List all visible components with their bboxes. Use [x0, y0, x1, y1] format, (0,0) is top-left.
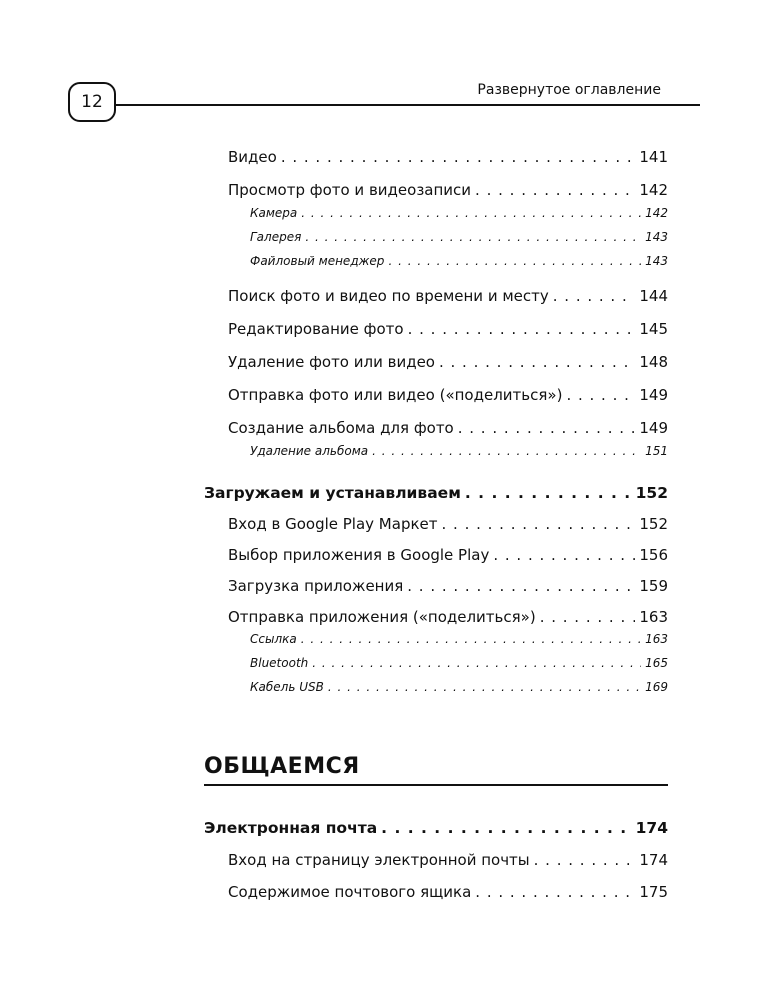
toc-entry-title: Удаление альбома [250, 444, 369, 458]
toc-entry-title: Выбор приложения в Google Play [228, 546, 490, 564]
toc-leader-dots [388, 254, 641, 268]
toc-entry-page: 144 [639, 287, 668, 305]
toc-entry-title: Поиск фото и видео по времени и месту [228, 287, 549, 305]
toc-leader-dots [475, 181, 635, 199]
toc-entry [228, 883, 668, 901]
toc-leader-dots [566, 386, 635, 404]
toc-entry-title: Просмотр фото и видеозаписи [228, 181, 472, 199]
toc-leader-dots [372, 444, 641, 458]
toc-leader-dots [540, 608, 636, 626]
toc-entry [250, 230, 668, 244]
toc-entry [228, 181, 668, 199]
toc-entry [228, 419, 668, 437]
toc-entry-page: 174 [635, 819, 668, 837]
toc-leader-dots [381, 819, 631, 837]
toc-entry-title: Вход на страницу электронной почты [228, 851, 530, 869]
toc-entry [228, 386, 668, 404]
toc-entry-page: 149 [639, 419, 668, 437]
section-title: ОБЩАЕМСЯ [204, 754, 360, 779]
toc-entry-page: 148 [639, 353, 668, 371]
toc-entry-title: Видео [228, 148, 277, 166]
toc-entry [228, 851, 668, 869]
toc-entry-page: 152 [635, 484, 668, 502]
toc-leader-dots [312, 656, 641, 670]
toc-entry [228, 287, 668, 305]
toc-entry-title: Вход в Google Play Маркет [228, 515, 438, 533]
toc-entry-page: 165 [645, 656, 668, 670]
toc-entry [228, 353, 668, 371]
toc-entry [228, 608, 668, 626]
toc-entry-title: Кабель USB [250, 680, 324, 694]
toc-entry [250, 254, 668, 268]
toc-entry-page: 143 [645, 230, 668, 244]
toc-leader-dots [301, 206, 641, 220]
running-title: Развернутое оглавление [477, 82, 661, 98]
toc-entry-title: Удаление фото или видео [228, 353, 435, 371]
toc-entry-title: Ссылка [250, 632, 297, 646]
toc-leader-dots [305, 230, 641, 244]
toc-entry [250, 206, 668, 220]
toc-entry-title: Галерея [250, 230, 302, 244]
toc-entry-page: 142 [639, 181, 668, 199]
toc-entry-title: Файловый менеджер [250, 254, 385, 268]
toc-entry [228, 148, 668, 166]
toc-entry-page: 163 [645, 632, 668, 646]
toc-entry-title: Электронная почта [204, 819, 378, 837]
toc-entry-page: 145 [639, 320, 668, 338]
toc-entry-page: 141 [639, 148, 668, 166]
section-rule [204, 784, 668, 786]
toc-leader-dots [553, 287, 636, 305]
toc-entry-page: 159 [639, 577, 668, 595]
toc-entry-page: 151 [645, 444, 668, 458]
toc-leader-dots [439, 353, 635, 371]
toc-entry [228, 515, 668, 533]
toc-entry-title: Содержимое почтового ящика [228, 883, 472, 901]
toc-entry [250, 680, 668, 694]
toc-entry-page: 142 [645, 206, 668, 220]
toc-leader-dots [475, 883, 635, 901]
toc-entry [228, 546, 668, 564]
toc-leader-dots [281, 148, 636, 166]
toc-entry-title: Камера [250, 206, 298, 220]
toc-entry-page: 152 [639, 515, 668, 533]
toc-entry [228, 577, 668, 595]
toc-entry [204, 819, 668, 837]
toc-entry-page: 156 [639, 546, 668, 564]
toc-entry-page: 163 [639, 608, 668, 626]
toc-leader-dots [493, 546, 635, 564]
toc-entry-page: 143 [645, 254, 668, 268]
toc-entry-title: Загружаем и устанавливаем [204, 484, 461, 502]
toc-leader-dots [465, 484, 632, 502]
toc-entry-title: Отправка фото или видео («поделиться») [228, 386, 563, 404]
toc-entry [250, 632, 668, 646]
toc-entry-title: Загрузка приложения [228, 577, 404, 595]
toc-entry-title: Редактирование фото [228, 320, 404, 338]
toc-entry [228, 320, 668, 338]
toc-entry-page: 175 [639, 883, 668, 901]
toc-entry [250, 444, 668, 458]
toc-entry-title: Bluetooth [250, 656, 309, 670]
toc-leader-dots [408, 320, 636, 338]
page-number-badge: 12 [68, 82, 116, 122]
toc-leader-dots [407, 577, 635, 595]
toc-entry-page: 149 [639, 386, 668, 404]
toc-leader-dots [458, 419, 636, 437]
toc-leader-dots [442, 515, 636, 533]
toc-entry [250, 656, 668, 670]
toc-entry-page: 174 [639, 851, 668, 869]
toc-entry-title: Создание альбома для фото [228, 419, 454, 437]
toc-entry [204, 484, 668, 502]
toc-leader-dots [534, 851, 636, 869]
toc-leader-dots [328, 680, 641, 694]
toc-leader-dots [301, 632, 641, 646]
toc-entry-title: Отправка приложения («поделиться») [228, 608, 536, 626]
toc-entry-page: 169 [645, 680, 668, 694]
